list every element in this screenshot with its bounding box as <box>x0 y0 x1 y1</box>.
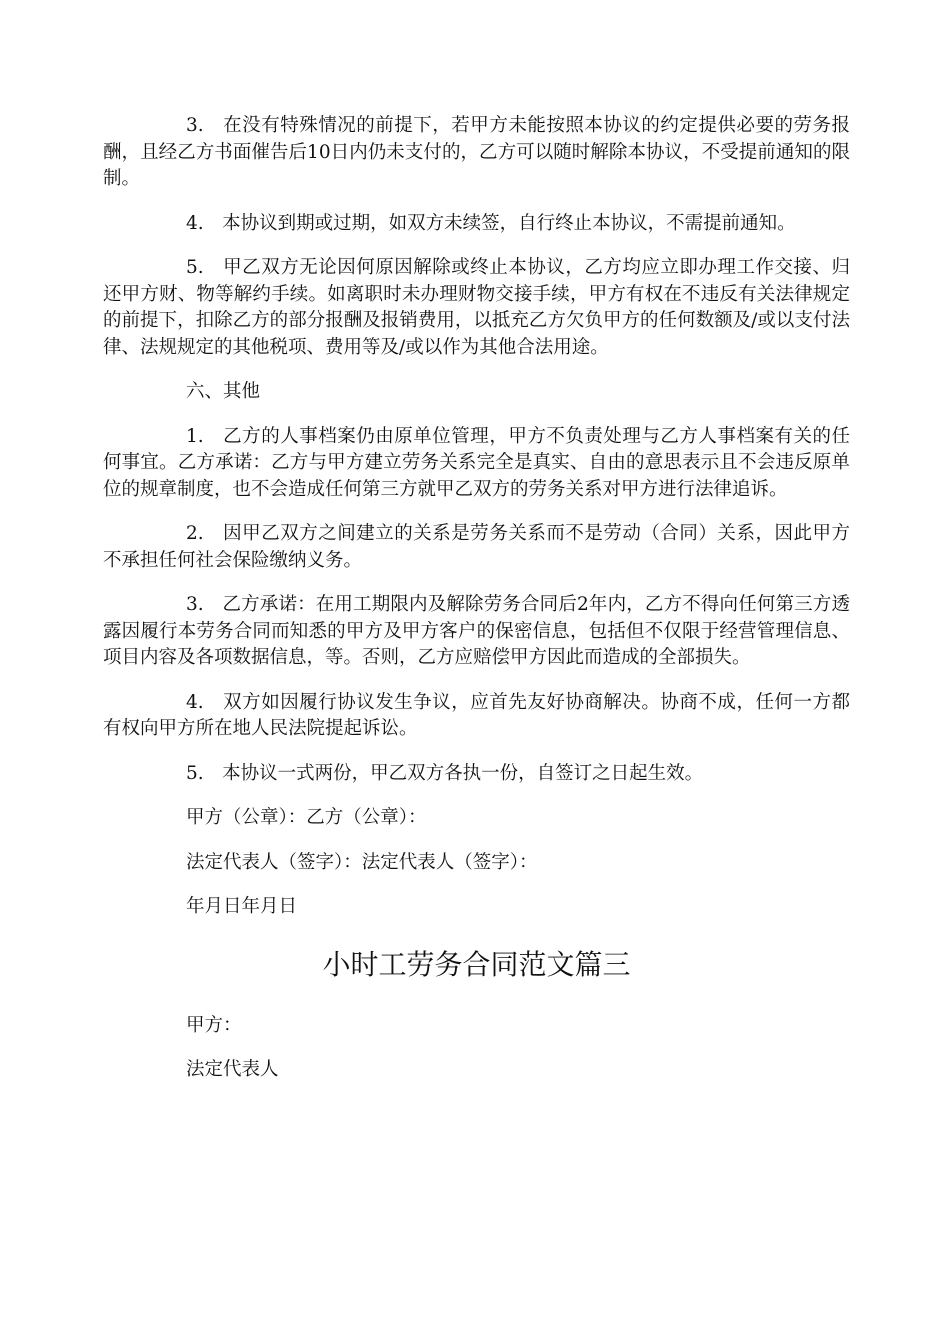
clause-paragraph: 4. 双方如因履行协议发生争议，应首先友好协商解决。协商不成，任何一方都有权向甲方所在地人民法院提起诉讼。 <box>103 691 850 739</box>
party-a-label: 甲方： <box>186 1014 242 1036</box>
seal-line: 甲方（公章）：乙方（公章）： <box>186 807 427 828</box>
clause-paragraph: 4. 本协议到期或过期，如双方未续签，自行终止本协议，不需提前通知。 <box>186 212 796 234</box>
clause-paragraph: 5. 本协议一式两份，甲乙双方各执一份，自签订之日起生效。 <box>186 762 704 784</box>
clause-paragraph: 2. 因甲乙双方之间建立的关系是劳务关系而不是劳动（合同）关系，因此甲方不承担任何社会保险缴纳义务。 <box>103 523 850 571</box>
clause-paragraph: 3. 乙方承诺：在用工期限内及解除劳务合同后2年内，乙方不得向任何第三方透露因履行本劳务合同而知悉的甲方及甲方客户的保密信息，包括但不仅限于经营管理信息、项目内容及各项数据信息，等。否则，乙方应赔偿甲方因此而造成的全部损失。 <box>103 594 850 668</box>
article-title: 小时工劳务合同范文篇三 <box>322 947 631 981</box>
date-line: 年月日年月日 <box>186 896 298 917</box>
document-body <box>103 113 850 1102</box>
clause-paragraph: 5. 甲乙双方无论因何原因解除或终止本协议，乙方均应立即办理工作交接、归还甲方财、物等解约手续。如离职时未办理财物交接手续，甲方有权在不违反有关法律规定的前提下，扣除乙方的部分报酬及报销费用，以抵充乙方欠负甲方的任何数额及/或以支付法律、法规规定的其他税项、费用等及/或以作为其他合法用途。 <box>103 257 850 358</box>
section-heading: 六、其他 <box>186 381 261 402</box>
legal-representative-label: 法定代表人 <box>186 1059 279 1080</box>
representative-signature-line: 法定代表人（签字）：法定代表人（签字）： <box>186 851 538 873</box>
clause-paragraph: 1. 乙方的人事档案仍由原单位管理，甲方不负责处理与乙方人事档案有关的任何事宜。乙方承诺：乙方与甲方建立劳务关系完全是真实、自由的意思表示且不会违反原单位的规章制度，也不会造成任何第三方就甲乙双方的劳务关系对甲方进行法律追诉。 <box>103 425 850 500</box>
clause-paragraph: 3. 在没有特殊情况的前提下，若甲方未能按照本协议的约定提供必要的劳务报酬，且经乙方书面催告后10日内仍未支付的，乙方可以随时解除本协议，不受提前通知的限制。 <box>103 115 850 189</box>
